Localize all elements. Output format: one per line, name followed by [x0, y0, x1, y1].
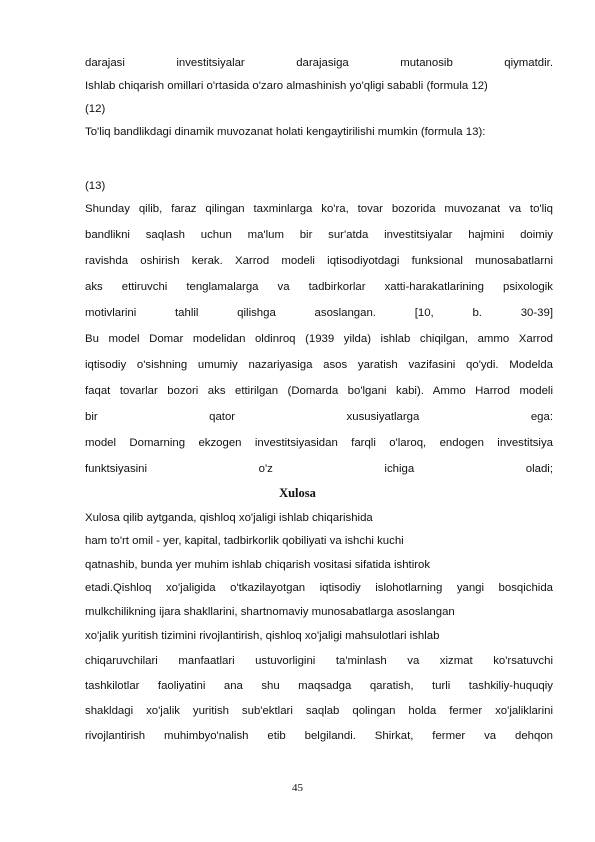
- text-line: model Domarning ekzogen investitsiyasidan farqli o'laroq, endogen investitsiya: [85, 437, 553, 449]
- text-line: ravishda oshirish kerak. Xarrod modeli iqtisodiyotdagi funksional munosabatlarni: [85, 255, 553, 267]
- formula-label: (13): [85, 180, 106, 192]
- text-line: bir qator xususiyatlarga ega:: [85, 411, 553, 423]
- text-line: Ishlab chiqarish omillari o'rtasida o'zaro almashinish yo'qligi sababli (formula 12): [85, 80, 488, 92]
- text-line: darajasi investitsiyalar darajasiga mutanosib qiymatdir.: [85, 57, 553, 69]
- text-line: chiqaruvchilari manfaatlari ustuvorligini ta'minlash va xizmat ko'rsatuvchi: [85, 655, 553, 667]
- text-line: ham to'rt omil - yer, kapital, tadbirkorlik qobiliyati va ishchi kuchi: [85, 535, 404, 547]
- text-line: To'liq bandlikdagi dinamik muvozanat holati kengaytirilishi mumkin (formula 13):: [85, 126, 486, 138]
- text-line: mulkchilikning ijara shakllarini, shartnomaviy munosabatlarga asoslangan: [85, 606, 455, 618]
- text-line: shakldagi xo'jalik yuritish sub'ektlari saqlab qolingan holda fermer xo'jaliklarini: [85, 705, 553, 717]
- text-line: tashkilotlar faoliyatini ana shu maqsadga qaratish, turli tashkiliy-huquqiy: [85, 680, 553, 692]
- text-line: rivojlantirish muhimbyo'nalish etib belgilandi. Shirkat, fermer va dehqon: [85, 730, 553, 742]
- section-heading: Xulosa: [279, 486, 316, 500]
- page-number: 45: [292, 782, 303, 794]
- text-line: funktsiyasini o'z ichiga oladi;: [85, 463, 553, 475]
- text-line: qatnashib, bunda yer muhim ishlab chiqarish vositasi sifatida ishtirok: [85, 559, 431, 571]
- formula-label: (12): [85, 103, 106, 115]
- text-line: iqtisodiy o'sishning umumiy nazariyasiga asos yaratish vazifasini qo'ydi. Modelda: [85, 359, 553, 371]
- text-line: Xulosa qilib aytganda, qishloq xo'jaligi ishlab chiqarishida: [85, 512, 373, 524]
- text-line-citation: motivlarini tahlil qilishga asoslangan. [10, b. 30-39]: [85, 307, 553, 319]
- text-line: etadi.Qishloq xo'jaligida o'tkazilayotgan iqtisodiy islohotlarning yangi bosqichida: [85, 582, 553, 594]
- text-line: faqat tovarlar bozori aks ettirilgan (Domarda bo'lgani kabi). Ammo Harrod modeli: [85, 385, 553, 397]
- text-line: aks ettiruvchi tenglamalarga va tadbirkorlar xatti-harakatlarining psixologik: [85, 281, 553, 293]
- text-line: Bu model Domar modelidan oldinroq (1939 yilda) ishlab chiqilgan, ammo Xarrod: [85, 333, 553, 345]
- text-line: Shunday qilib, faraz qilingan taxminlarga ko'ra, tovar bozorida muvozanat va to'liq: [85, 203, 553, 215]
- text-line: bandlikni saqlash uchun ma'lum bir sur'atda investitsiyalar hajmini doimiy: [85, 229, 553, 241]
- text-line: xo'jalik yuritish tizimini rivojlantirish, qishloq xo'jaligi mahsulotlari ishlab: [85, 630, 440, 642]
